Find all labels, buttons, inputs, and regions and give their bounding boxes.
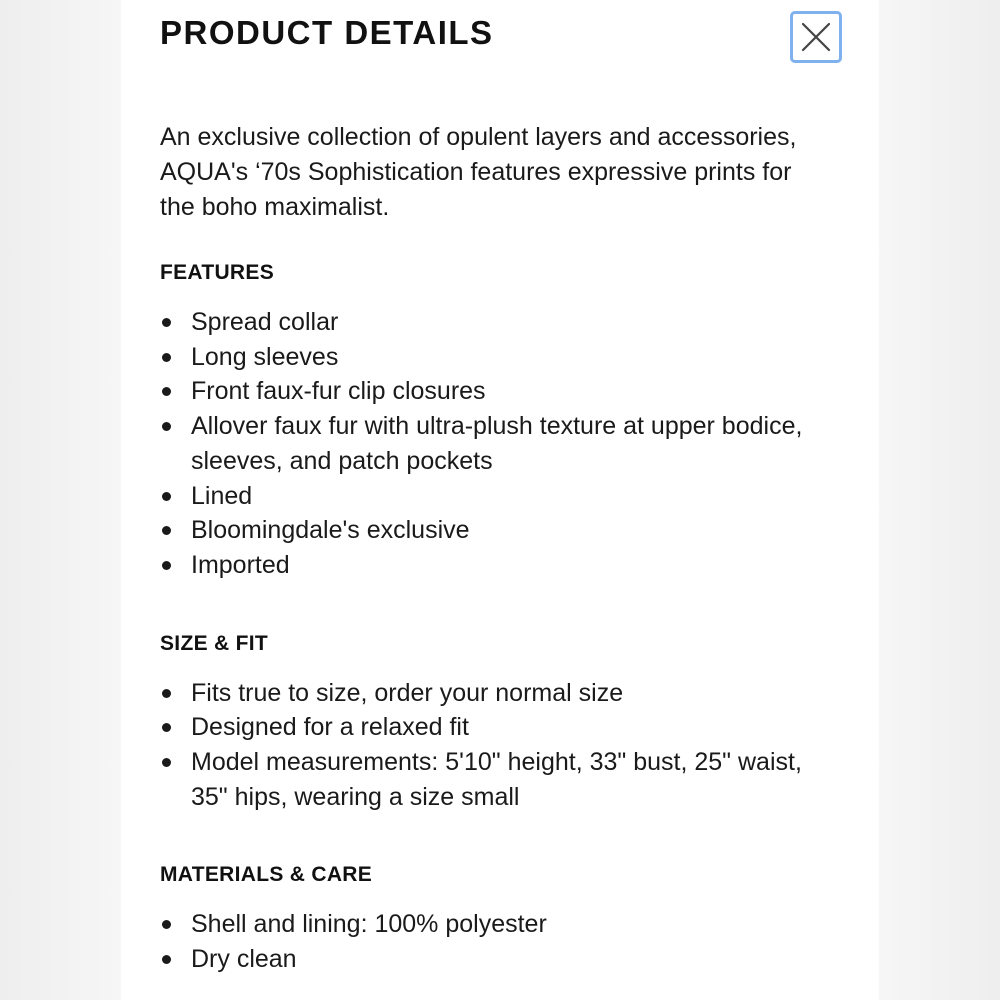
product-details-panel: [122, 0, 878, 1000]
list-item: Model measurements: 5'10" height, 33" bust, 25" waist, 35" hips, wearing a size small: [160, 745, 820, 814]
materials-care-heading: MATERIALS & CARE: [160, 863, 373, 887]
list-item: Lined: [160, 479, 820, 514]
panel-title: PRODUCT DETAILS: [160, 14, 494, 51]
list-item: Shell and lining: 100% polyester: [160, 907, 820, 942]
list-item: Designed for a relaxed fit: [160, 710, 820, 745]
list-item: Spread collar: [160, 305, 820, 340]
list-item: Long sleeves: [160, 340, 820, 375]
list-item: Allover faux fur with ultra-plush texture at upper bodice, sleeves, and patch pockets: [160, 409, 820, 478]
size-fit-heading: SIZE & FIT: [160, 631, 268, 655]
list-item: Front faux-fur clip closures: [160, 374, 820, 409]
materials-care-list: [160, 907, 820, 976]
close-button[interactable]: [790, 11, 842, 63]
list-item: Dry clean: [160, 942, 820, 977]
list-item: Bloomingdale's exclusive: [160, 513, 820, 548]
features-heading: FEATURES: [160, 261, 275, 284]
list-item: Fits true to size, order your normal size: [160, 676, 820, 711]
size-fit-list: [160, 676, 820, 815]
close-x-icon: [800, 21, 832, 53]
details-content: [160, 120, 820, 977]
product-description: An exclusive collection of opulent layers and accessories, AQUA's ‘70s Sophistication features expressive prints for the boho maximalist.: [160, 123, 797, 221]
features-list: [160, 305, 820, 583]
list-item: Imported: [160, 548, 820, 583]
